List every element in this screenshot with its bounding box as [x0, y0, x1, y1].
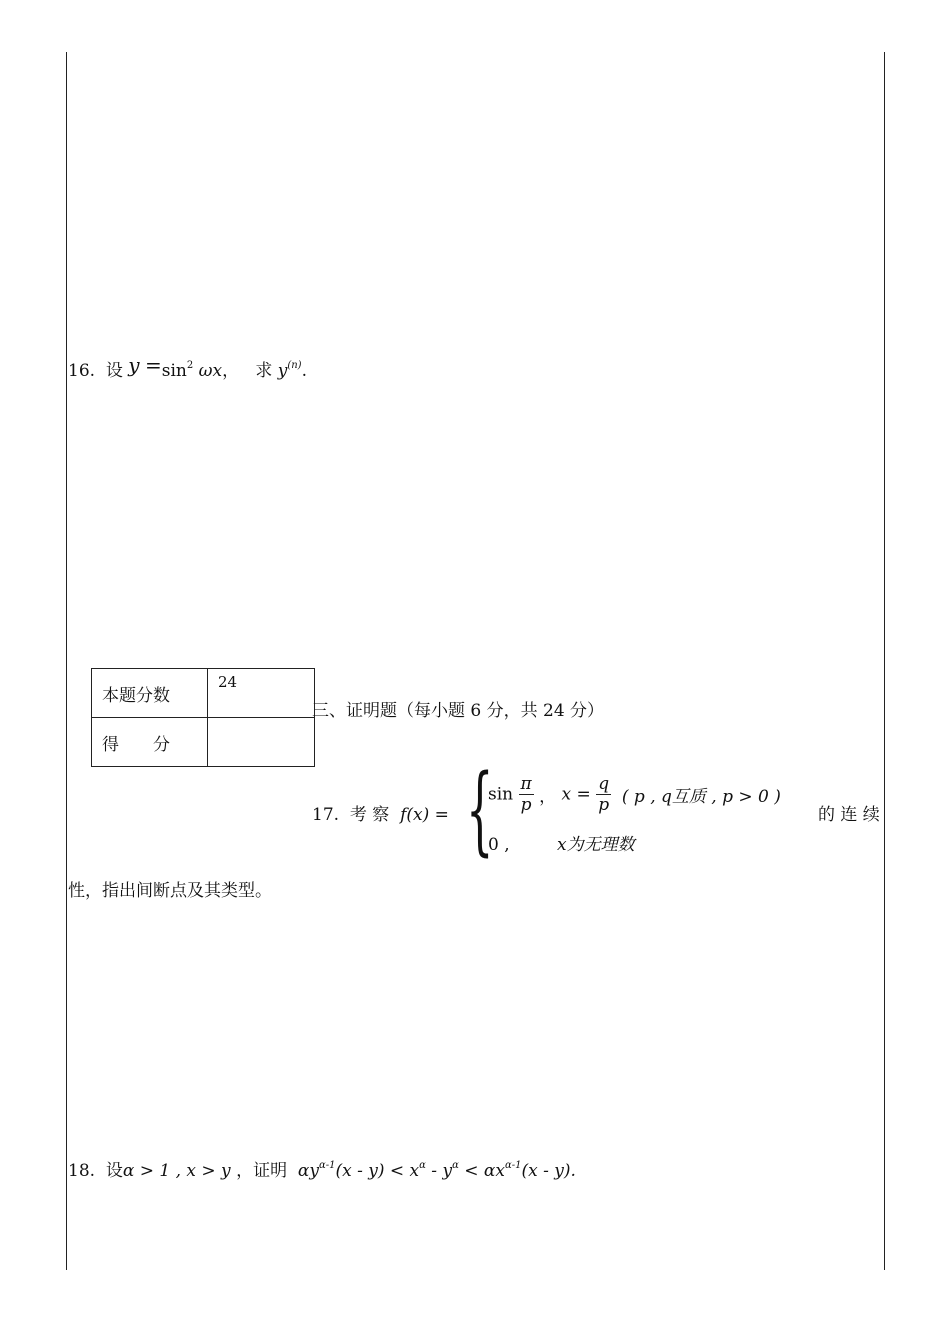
q18-ineq-c: - y: [425, 1161, 453, 1181]
q17-fx: f(x) =: [400, 805, 449, 825]
left-border: [66, 52, 67, 1270]
q18-number: 18.: [68, 1161, 96, 1181]
q17-brace: {: [466, 754, 494, 866]
q17-case1-frac-pi: [519, 774, 534, 815]
q18-ineq-e: (x - y).: [521, 1161, 576, 1181]
q17-case2-val: 0 ,: [488, 835, 510, 855]
score-box-score-value[interactable]: [208, 718, 315, 767]
q18-ineq-a: αy: [297, 1161, 319, 1181]
q17-case1-x: x =: [561, 784, 591, 805]
right-border: [884, 52, 885, 1270]
q17-case1-num: π: [520, 774, 532, 794]
q18-ineq: [298, 1161, 576, 1181]
q16-yn-exp: (n): [287, 360, 302, 371]
q16-arg: ωx: [198, 361, 223, 381]
q16-period: .: [301, 361, 307, 381]
q17-case2-cond: x为无理数: [557, 835, 635, 855]
q18-prove: ，证明: [236, 1161, 288, 1181]
q16-she: 设: [105, 361, 123, 381]
q16-yn: y: [277, 361, 288, 381]
q17-tail: 的 连 续: [818, 805, 880, 825]
question-18: [68, 1156, 576, 1181]
section-3-title: 三、证明题（每小题 6 分，共 24 分）: [312, 701, 605, 721]
q16-number: 16.: [68, 361, 96, 381]
score-box-total-label: 本题分数: [92, 669, 208, 718]
q17-number: 17.: [312, 805, 340, 825]
q16-comma: ，: [222, 361, 240, 381]
q17-case-2: [488, 830, 635, 855]
q18-exp3: α: [452, 1160, 459, 1171]
q17-case1-frac-q: [596, 774, 611, 815]
q17-case-1: [488, 774, 781, 815]
q18-exp2: α: [419, 1160, 426, 1171]
q17-case1-cond: ( p , q互质 , p > 0 ): [621, 787, 781, 807]
score-box: [91, 668, 315, 767]
q16-sin-exp: 2: [186, 360, 194, 371]
q18-ineq-d: < αx: [458, 1161, 505, 1181]
q16-y: y: [128, 353, 140, 377]
score-box-total-value: 24: [208, 669, 315, 718]
question-16: [68, 353, 307, 381]
q17-continuation: 性，指出间断点及其类型。: [68, 881, 272, 901]
q16-eq: =: [144, 353, 162, 377]
q18-exp1: α-1: [318, 1160, 336, 1171]
q17-case1-qnum: q: [598, 774, 610, 794]
q16-sin: sin: [161, 361, 187, 381]
q17-lead: 考 察: [349, 805, 390, 825]
q18-ineq-b: (x - y) < x: [335, 1161, 420, 1181]
score-box-score-label: 得 分: [92, 718, 208, 767]
q17-case1-mid: ，: [539, 787, 557, 807]
q17-case1-den: p: [520, 795, 532, 815]
q18-she: 设: [105, 1161, 123, 1181]
q17-number-lead: [312, 800, 449, 825]
q18-exp4: α-1: [504, 1160, 522, 1171]
q16-qiu: 求: [255, 361, 273, 381]
q18-cond: α > 1 , x > y: [122, 1161, 231, 1181]
q17-case1-qden: p: [598, 795, 610, 815]
q17-case1-sin: sin: [488, 784, 514, 805]
